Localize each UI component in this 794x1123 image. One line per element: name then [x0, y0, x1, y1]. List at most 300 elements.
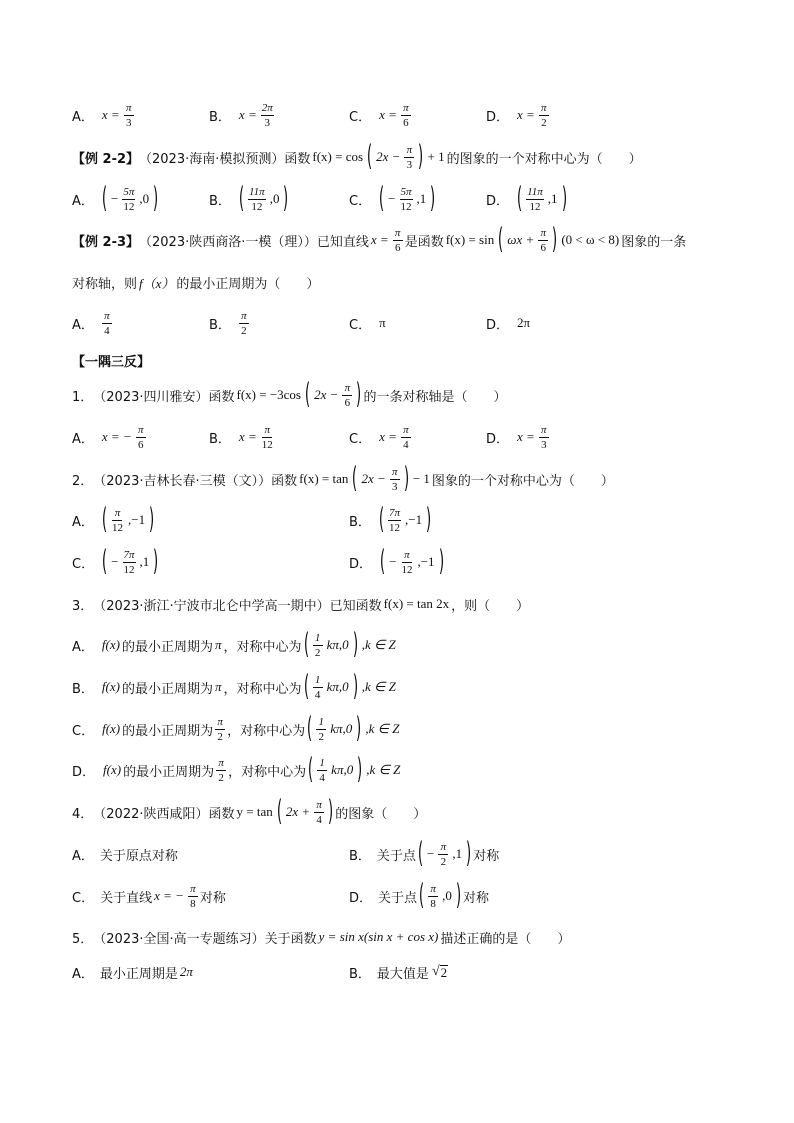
fraction-numerator: 1 — [316, 716, 326, 730]
fraction-numerator: π — [401, 424, 411, 438]
fraction — [393, 227, 403, 254]
point-rest: ,0 — [442, 888, 452, 903]
fraction-denominator: 3 — [391, 480, 398, 493]
option-label: C． — [349, 109, 372, 125]
left-paren — [102, 546, 107, 579]
section-title — [72, 340, 150, 380]
option-label: A． — [72, 514, 94, 530]
option-text: 的最小正周期为 — [122, 723, 214, 739]
fraction-denominator: 6 — [344, 396, 351, 409]
option-text: ，对称中心为 — [227, 723, 306, 739]
option-label: D． — [486, 109, 510, 125]
option-d — [486, 179, 569, 219]
right-paren — [456, 880, 461, 913]
option-label: C． — [72, 556, 95, 572]
option-d — [349, 542, 446, 582]
right-paren — [430, 183, 435, 216]
right-paren — [149, 504, 154, 537]
option-b — [209, 179, 291, 219]
fraction — [538, 227, 548, 254]
fraction-denominator: 8 — [430, 897, 436, 910]
option-text: 关于点 — [378, 890, 418, 906]
function-expression: f(x) = sin — [445, 232, 495, 247]
fraction-denominator: 12 — [261, 438, 273, 451]
fraction-numerator: π — [538, 227, 548, 241]
function-expression: f(x) = −3cos — [236, 387, 301, 402]
minus-sign: − — [111, 554, 119, 569]
function-expression: f（x） — [139, 275, 175, 291]
option-label: B． — [349, 514, 371, 530]
option-a — [72, 179, 160, 219]
fraction-denominator: 12 — [389, 521, 400, 534]
option-c — [349, 95, 413, 135]
option-label: B． — [209, 109, 231, 125]
fraction — [261, 102, 274, 129]
math-lhs: x = — [379, 107, 397, 122]
fraction — [400, 186, 413, 213]
fraction-numerator: π — [216, 757, 226, 771]
math-tail: − 1 — [412, 471, 430, 486]
question-2-options-ab — [0, 500, 794, 540]
fraction-numerator: π — [314, 799, 324, 813]
option-b — [209, 95, 276, 135]
fraction-denominator: 6 — [540, 241, 547, 254]
question-2-stem — [72, 459, 614, 499]
fraction — [388, 507, 401, 534]
minus-sign: − — [389, 554, 397, 569]
option-label: B． — [209, 193, 231, 209]
option-d — [486, 417, 551, 457]
option-value: 2π — [517, 315, 531, 330]
right-paren — [404, 463, 409, 496]
question-3-option-d — [72, 750, 402, 790]
stem-text: 已知函数 — [329, 598, 382, 614]
option-text: 对称 — [462, 890, 489, 906]
left-paren — [277, 796, 282, 829]
fraction-numerator: π — [239, 310, 249, 324]
stem-text: 描述正确的是（ ） — [440, 931, 571, 947]
option-label: A． — [72, 966, 94, 982]
fraction — [526, 186, 544, 213]
minus-sign: − — [110, 191, 119, 206]
point-rest: ,1 — [547, 191, 558, 206]
option-label: B． — [209, 317, 231, 333]
fraction-numerator: π — [262, 424, 272, 438]
fraction-numerator: π — [136, 424, 146, 438]
stem-text: 是函数 — [404, 234, 444, 250]
left-paren — [303, 629, 308, 662]
point-rest: ,1 — [139, 554, 150, 569]
option-b — [349, 952, 448, 992]
function-expression: f(x) = tan 2x — [383, 596, 450, 611]
right-paren — [357, 754, 362, 787]
example-2-3-stem — [72, 220, 686, 260]
stem-text: 函数 — [284, 151, 311, 167]
fraction-denominator: 2 — [541, 116, 547, 129]
domain-text: ,k ∈ Z — [365, 721, 400, 736]
function-symbol: f(x) — [101, 679, 120, 694]
stem-text: 的图象的一个对称中心为（ ） — [446, 151, 642, 167]
option-c — [72, 876, 226, 916]
fraction-denominator: 4 — [316, 813, 322, 826]
domain-text: ,k ∈ Z — [361, 679, 396, 694]
point-rest: kπ,0 — [330, 721, 353, 736]
stem-text: 函数 — [208, 389, 235, 405]
fraction-denominator: 12 — [251, 200, 263, 213]
option-label: D． — [349, 556, 373, 572]
fraction — [136, 424, 146, 451]
fraction-numerator: π — [342, 382, 352, 396]
option-label: C． — [349, 193, 372, 209]
option-label: A． — [72, 848, 94, 864]
fraction-numerator: π — [390, 466, 400, 480]
question-4-stem — [72, 792, 426, 832]
argument-expression: ωx + — [507, 232, 535, 247]
fraction-denominator: 3 — [125, 116, 132, 129]
option-text: 的最小正周期为 — [121, 681, 213, 697]
fraction — [342, 382, 352, 409]
right-paren — [353, 671, 358, 704]
fraction-numerator: 2π — [261, 101, 273, 114]
point-rest: ,1 — [416, 191, 427, 206]
question-source: （2023·吉林长春·三模（文）） — [93, 473, 272, 489]
point-rest: ,−1 — [417, 554, 435, 569]
fraction-denominator: 4 — [319, 771, 325, 784]
fraction-numerator: π — [393, 227, 403, 241]
question-source: （2023·浙江·宁波市北仑中学高一期中） — [93, 598, 330, 614]
domain-text: ,k ∈ Z — [361, 637, 396, 652]
stem-text: 对称轴，则 — [72, 276, 138, 292]
option-label: B． — [349, 966, 371, 982]
fraction-denominator: 8 — [190, 897, 196, 910]
option-label: C． — [72, 890, 95, 906]
option-d — [486, 95, 551, 135]
point-rest: ,0 — [269, 191, 280, 206]
fraction — [216, 757, 226, 784]
left-paren — [418, 838, 423, 871]
question-source: （2023·海南·模拟预测） — [139, 151, 285, 167]
math-lhs: x = — [370, 232, 389, 247]
question-number: 2． — [72, 473, 94, 489]
right-paren — [356, 713, 361, 746]
fraction — [313, 674, 323, 701]
point-rest: kπ,0 — [326, 637, 349, 652]
function-symbol: f(x) — [103, 762, 122, 777]
option-text: 的最小正周期为 — [121, 639, 213, 655]
fraction — [124, 102, 134, 129]
left-paren — [303, 671, 308, 704]
point-rest: ,1 — [452, 846, 463, 861]
fraction-numerator: π — [124, 102, 134, 116]
stem-text: 图象的一个对称中心为（ ） — [431, 473, 614, 489]
option-a — [72, 834, 178, 874]
fraction — [438, 841, 448, 868]
fraction-numerator: π — [404, 144, 414, 158]
left-paren — [367, 141, 372, 174]
point-rest: kπ,0 — [331, 762, 354, 777]
minus-sign: − — [427, 846, 435, 861]
fraction-numerator: π — [402, 549, 412, 563]
stem-text: 已知直线 — [316, 234, 369, 250]
fraction-denominator: 12 — [123, 563, 135, 576]
option-label: A． — [72, 431, 94, 447]
right-paren — [426, 504, 431, 537]
left-paren — [498, 224, 503, 257]
point-rest: ,−1 — [405, 512, 423, 527]
fraction — [317, 757, 327, 784]
math-lhs: x = — [238, 107, 257, 122]
stem-text: 的图象（ ） — [335, 806, 427, 822]
period-value: π — [214, 679, 222, 694]
example-2-3-options — [0, 303, 794, 343]
fraction-denominator: 2 — [318, 730, 324, 743]
fraction-denominator: 2 — [314, 646, 321, 659]
fraction-numerator: π — [539, 424, 549, 438]
right-paren — [352, 629, 357, 662]
left-paren — [352, 463, 357, 496]
fraction-denominator: 4 — [104, 324, 110, 337]
option-text: 关于直线 — [100, 890, 153, 906]
option-c — [72, 542, 160, 582]
option-b — [349, 500, 433, 540]
fraction — [401, 424, 411, 451]
fraction-denominator: 12 — [401, 563, 413, 576]
math-lhs: x = − — [154, 888, 184, 903]
question-4-options-ab — [0, 834, 794, 874]
fraction-denominator: 4 — [314, 688, 321, 701]
point-rest: kπ,0 — [326, 679, 349, 694]
left-paren — [379, 504, 384, 537]
left-paren — [379, 183, 384, 216]
question-3-stem — [72, 584, 529, 624]
math-tail: + 1 — [427, 149, 445, 164]
left-paren — [419, 880, 424, 913]
option-value: π — [379, 315, 386, 330]
argument-expression: 2x − — [361, 471, 386, 486]
option-label: D． — [349, 890, 373, 906]
fraction-numerator: π — [401, 102, 411, 116]
question-source: （2023·四川雅安） — [93, 389, 209, 405]
fraction-denominator: 12 — [400, 200, 412, 213]
left-paren — [102, 504, 107, 537]
fraction — [261, 424, 274, 451]
fraction — [314, 799, 324, 826]
left-paren — [517, 183, 522, 216]
fraction-denominator: 4 — [403, 438, 409, 451]
question-number: 1． — [72, 389, 94, 405]
math-lhs: x = — [101, 107, 120, 122]
minus-sign: − — [388, 191, 396, 206]
function-expression: y = sin x(sin x + cos x) — [318, 929, 439, 944]
fraction — [215, 716, 225, 743]
fraction-numerator: 5π — [400, 185, 412, 198]
option-a — [72, 303, 114, 343]
left-paren — [307, 713, 312, 746]
stem-text: ，则（ ） — [451, 598, 530, 614]
point-rest: ,−1 — [127, 512, 146, 527]
right-paren — [283, 183, 288, 216]
parameter-condition: (0 < ω < 8) — [561, 232, 620, 247]
stem-text: 的一条对称轴是（ ） — [363, 389, 507, 405]
fraction — [239, 310, 249, 337]
fraction-denominator: 12 — [123, 200, 135, 213]
fraction-numerator: π — [188, 883, 198, 897]
option-text: 的最小正周期为 — [123, 764, 215, 780]
fraction-numerator: 11π — [527, 185, 543, 198]
left-paren — [102, 183, 107, 216]
question-number: 3． — [72, 598, 94, 614]
math-lhs: x = — [379, 429, 397, 444]
option-text: ，对称中心为 — [223, 639, 302, 655]
question-1-options — [0, 417, 794, 457]
fraction — [539, 424, 549, 451]
option-a — [72, 417, 148, 457]
question-1-stem — [72, 375, 506, 415]
option-label: C． — [72, 723, 95, 739]
option-d — [486, 303, 532, 343]
stem-text: 关于函数 — [264, 931, 317, 947]
example-tag: 【例 2-3】 — [72, 234, 140, 250]
domain-text: ,k ∈ Z — [366, 762, 401, 777]
fraction-denominator: 12 — [529, 200, 541, 213]
stem-text: 图象的一条 — [621, 234, 687, 250]
fraction-numerator: π — [215, 716, 225, 730]
question-2-options-cd — [0, 542, 794, 582]
option-text: ，对称中心为 — [223, 681, 302, 697]
option-text: 对称 — [199, 890, 226, 906]
right-paren — [153, 183, 158, 216]
fraction — [390, 466, 400, 493]
fraction — [111, 507, 124, 534]
argument-expression: 2x + — [285, 804, 311, 819]
example-2-3-stem-continued — [72, 262, 319, 302]
fraction — [539, 102, 549, 129]
option-label: C． — [349, 317, 372, 333]
question-source: （2023·陕西商洛·一模（理）） — [139, 234, 317, 250]
option-label: A． — [72, 109, 94, 125]
option-text: 关于原点对称 — [99, 848, 178, 864]
fraction — [400, 549, 413, 576]
option-a — [72, 95, 136, 135]
prev-question-options — [0, 95, 794, 135]
option-label: D． — [486, 193, 510, 209]
option-c — [349, 417, 413, 457]
fraction — [122, 186, 135, 213]
radical-sign: √ — [431, 964, 440, 979]
fraction — [313, 632, 323, 659]
example-tag: 【例 2-2】 — [72, 151, 140, 167]
point-rest: ,0 — [139, 191, 150, 206]
option-text: 对称 — [473, 848, 500, 864]
fraction — [316, 716, 326, 743]
function-expression: f(x) = cos — [312, 149, 364, 164]
left-paren — [239, 183, 244, 216]
right-paren — [153, 546, 158, 579]
stem-text: 函数 — [271, 473, 298, 489]
fraction-denominator: 2 — [440, 855, 447, 868]
option-label: D． — [486, 431, 510, 447]
math-lhs: x = — [238, 429, 257, 444]
option-label: B． — [209, 431, 231, 447]
question-5-options-ab — [0, 952, 794, 992]
question-3-option-b — [72, 667, 398, 707]
fraction — [248, 186, 266, 213]
option-a — [72, 500, 156, 540]
fraction-denominator: 3 — [406, 158, 413, 171]
option-b — [349, 834, 499, 874]
right-paren — [438, 546, 443, 579]
option-c — [349, 303, 388, 343]
question-3-option-a — [72, 625, 398, 665]
fraction — [404, 144, 414, 171]
math-lhs: x = — [517, 429, 535, 444]
option-label: A． — [72, 639, 94, 655]
question-5-stem — [72, 917, 570, 957]
left-paren — [308, 754, 313, 787]
option-label: D． — [486, 317, 510, 333]
question-4-options-cd — [0, 876, 794, 916]
function-expression: f(x) = tan — [299, 471, 349, 486]
argument-expression: 2x − — [376, 149, 401, 164]
option-text: 最大值是 — [376, 966, 429, 982]
option-c — [349, 179, 437, 219]
fraction-denominator: 6 — [403, 116, 409, 129]
argument-expression: 2x − — [314, 387, 339, 402]
function-symbol: f(x) — [101, 637, 120, 652]
stem-text: 的最小正周期为（ ） — [176, 276, 320, 292]
fraction-numerator: 11π — [249, 185, 265, 198]
fraction-denominator: 2 — [218, 771, 224, 784]
section-title-text: 【一隅三反】 — [72, 354, 151, 370]
example-2-2-options — [0, 179, 794, 219]
question-number: 4． — [72, 806, 94, 822]
right-paren — [561, 183, 566, 216]
function-expression: y = tan — [236, 804, 273, 819]
option-label: B． — [349, 848, 371, 864]
radicand: 2 — [440, 965, 448, 980]
fraction-denominator: 3 — [264, 116, 270, 129]
fraction-denominator: 2 — [217, 730, 223, 743]
fraction — [428, 883, 438, 910]
option-d — [349, 876, 489, 916]
question-3-option-c — [72, 709, 401, 749]
fraction-numerator: 1 — [313, 632, 323, 646]
function-symbol: f(x) — [102, 721, 121, 736]
fraction-numerator: 1 — [317, 757, 327, 771]
fraction-numerator: π — [428, 883, 438, 897]
option-a — [72, 952, 195, 992]
fraction-denominator: 3 — [541, 438, 547, 451]
left-paren — [380, 546, 385, 579]
fraction-numerator: 7π — [389, 506, 401, 519]
fraction-denominator: 6 — [394, 241, 401, 254]
option-b — [209, 303, 251, 343]
right-paren — [356, 379, 361, 412]
fraction-numerator: 5π — [123, 185, 135, 198]
option-b — [209, 417, 276, 457]
option-label: C． — [349, 431, 372, 447]
option-label: A． — [72, 193, 94, 209]
left-paren — [305, 379, 310, 412]
option-text: 最小正周期是 — [99, 966, 178, 982]
question-source: （2022·陕西咸阳） — [93, 806, 209, 822]
stem-text: 函数 — [208, 806, 235, 822]
fraction — [123, 549, 136, 576]
question-source: （2023·全国·高一专题练习） — [93, 931, 265, 947]
option-text: ，对称中心为 — [228, 764, 307, 780]
right-paren — [328, 796, 333, 829]
fraction-numerator: π — [112, 507, 122, 521]
